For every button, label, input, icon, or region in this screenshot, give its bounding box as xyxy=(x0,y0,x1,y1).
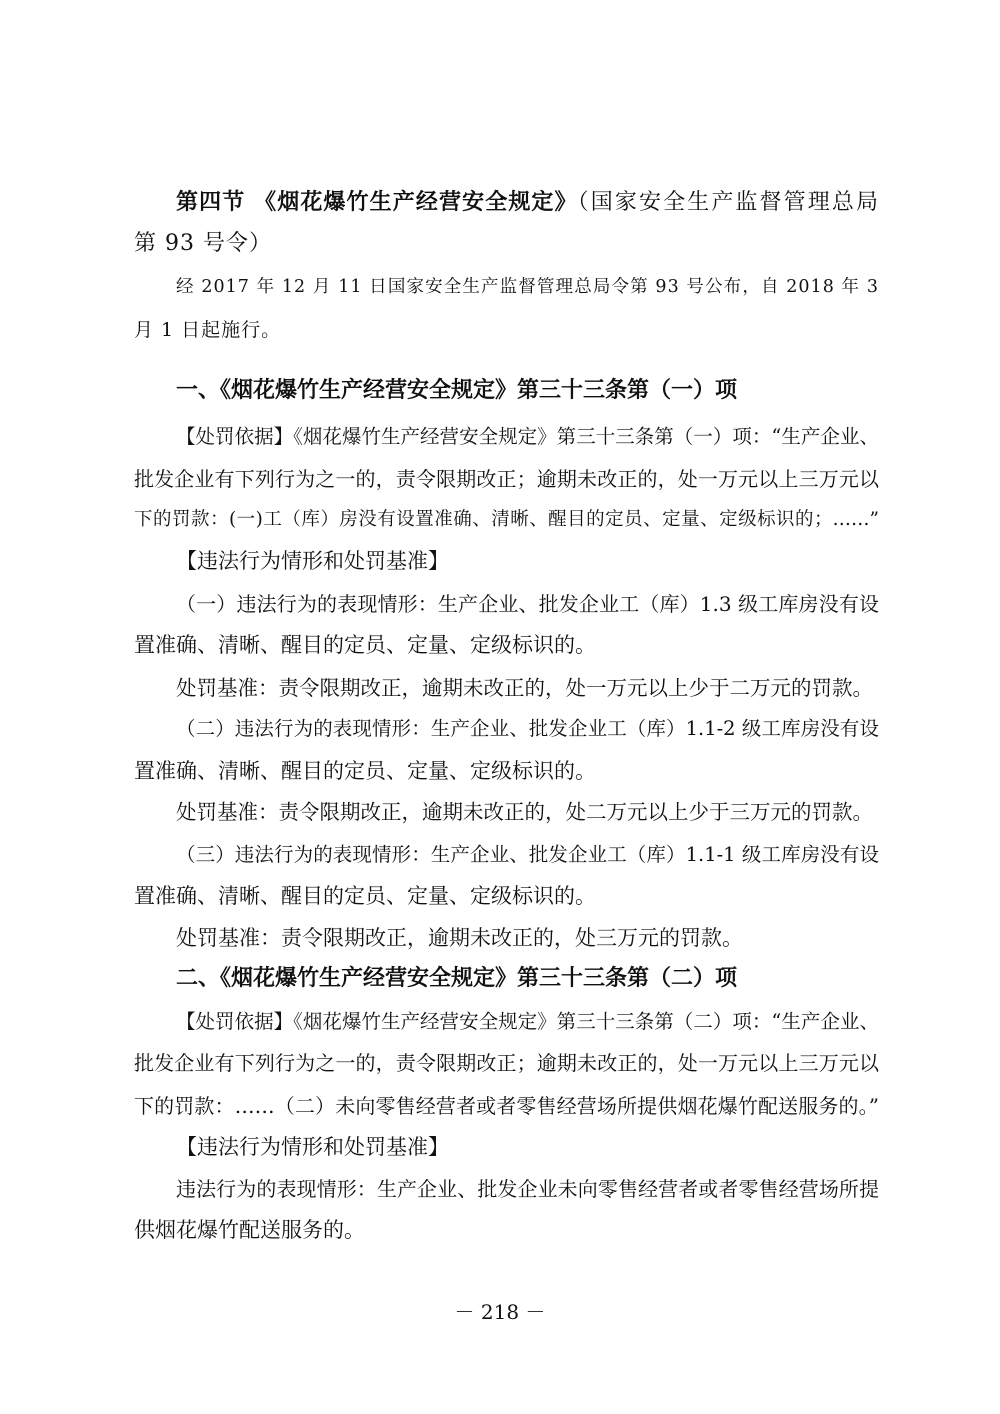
item1-basis-end: 下的罚款：(一)工（库）房没有设置准确、清晰、醒目的定员、定量、定级标识的；……” xyxy=(134,509,879,530)
intro-paragraph-continued: 月 1 日起施行。 xyxy=(134,319,282,341)
item2-heading: 二、《烟花爆竹生产经营安全规定》第三十三条第（二）项 xyxy=(176,965,738,991)
section-title xyxy=(176,188,879,217)
item2-case: 违法行为的表现情形：生产企业、批发企业未向零售经营者或者零售经营场所提 xyxy=(176,1177,879,1201)
item1-case3-penalty: 处罚基准：责令限期改正，逾期未改正的，处三万元的罚款。 xyxy=(176,926,743,950)
item1-case2: （二）违法行为的表现情形：生产企业、批发企业工（库）1.1-2 级工库房没有设 xyxy=(176,717,879,740)
item1-case1: （一）违法行为的表现情形：生产企业、批发企业工（库）1.3 级工库房没有设 xyxy=(176,592,879,616)
item1-case1-continued: 置准确、清晰、醒目的定员、定量、定级标识的。 xyxy=(134,633,596,657)
section-title-continued: 第 93 号令） xyxy=(134,231,272,256)
item1-case2-continued: 置准确、清晰、醒目的定员、定量、定级标识的。 xyxy=(134,759,596,783)
item1-case1-penalty: 处罚基准：责令限期改正，逾期未改正的，处一万元以上少于二万元的罚款。 xyxy=(176,676,873,700)
item1-criteria-label: 【违法行为情形和处罚基准】 xyxy=(176,549,449,573)
section-title-issuer: （国家安全生产监督管理总局 xyxy=(577,190,879,215)
item2-basis: 【处罚依据】《烟花爆竹生产经营安全规定》第三十三条第（二）项：“生产企业、 xyxy=(176,1010,879,1033)
page-number: － 218 － xyxy=(454,1300,546,1324)
item1-basis: 【处罚依据】《烟花爆竹生产经营安全规定》第三十三条第（一）项：“生产企业、 xyxy=(176,425,879,448)
item2-criteria-label: 【违法行为情形和处罚基准】 xyxy=(176,1135,449,1159)
item1-heading: 一、《烟花爆竹生产经营安全规定》第三十三条第（一）项 xyxy=(176,377,738,403)
item1-basis-continued: 批发企业有下列行为之一的，责令限期改正；逾期未改正的，处一万元以上三万元以 xyxy=(134,467,879,491)
item1-case3: （三）违法行为的表现情形：生产企业、批发企业工（库）1.1-1 级工库房没有设 xyxy=(176,843,879,866)
item1-case2-penalty: 处罚基准：责令限期改正，逾期未改正的，处二万元以上少于三万元的罚款。 xyxy=(176,800,873,824)
item2-basis-end: 下的罚款：……（二）未向零售经营者或者零售经营场所提供烟花爆竹配送服务的。” xyxy=(134,1094,879,1118)
item2-case-continued: 供烟花爆竹配送服务的。 xyxy=(134,1218,365,1242)
item2-basis-continued: 批发企业有下列行为之一的，责令限期改正；逾期未改正的，处一万元以上三万元以 xyxy=(134,1051,879,1075)
item1-case3-continued: 置准确、清晰、醒目的定员、定量、定级标识的。 xyxy=(134,884,596,908)
intro-paragraph: 经 2017 年 12 月 11 日国家安全生产监督管理总局令第 93 号公布，自 2018 年 3 xyxy=(176,277,879,297)
section-title-bold: 第四节 《烟花爆竹生产经营安全规定》 xyxy=(176,189,578,215)
